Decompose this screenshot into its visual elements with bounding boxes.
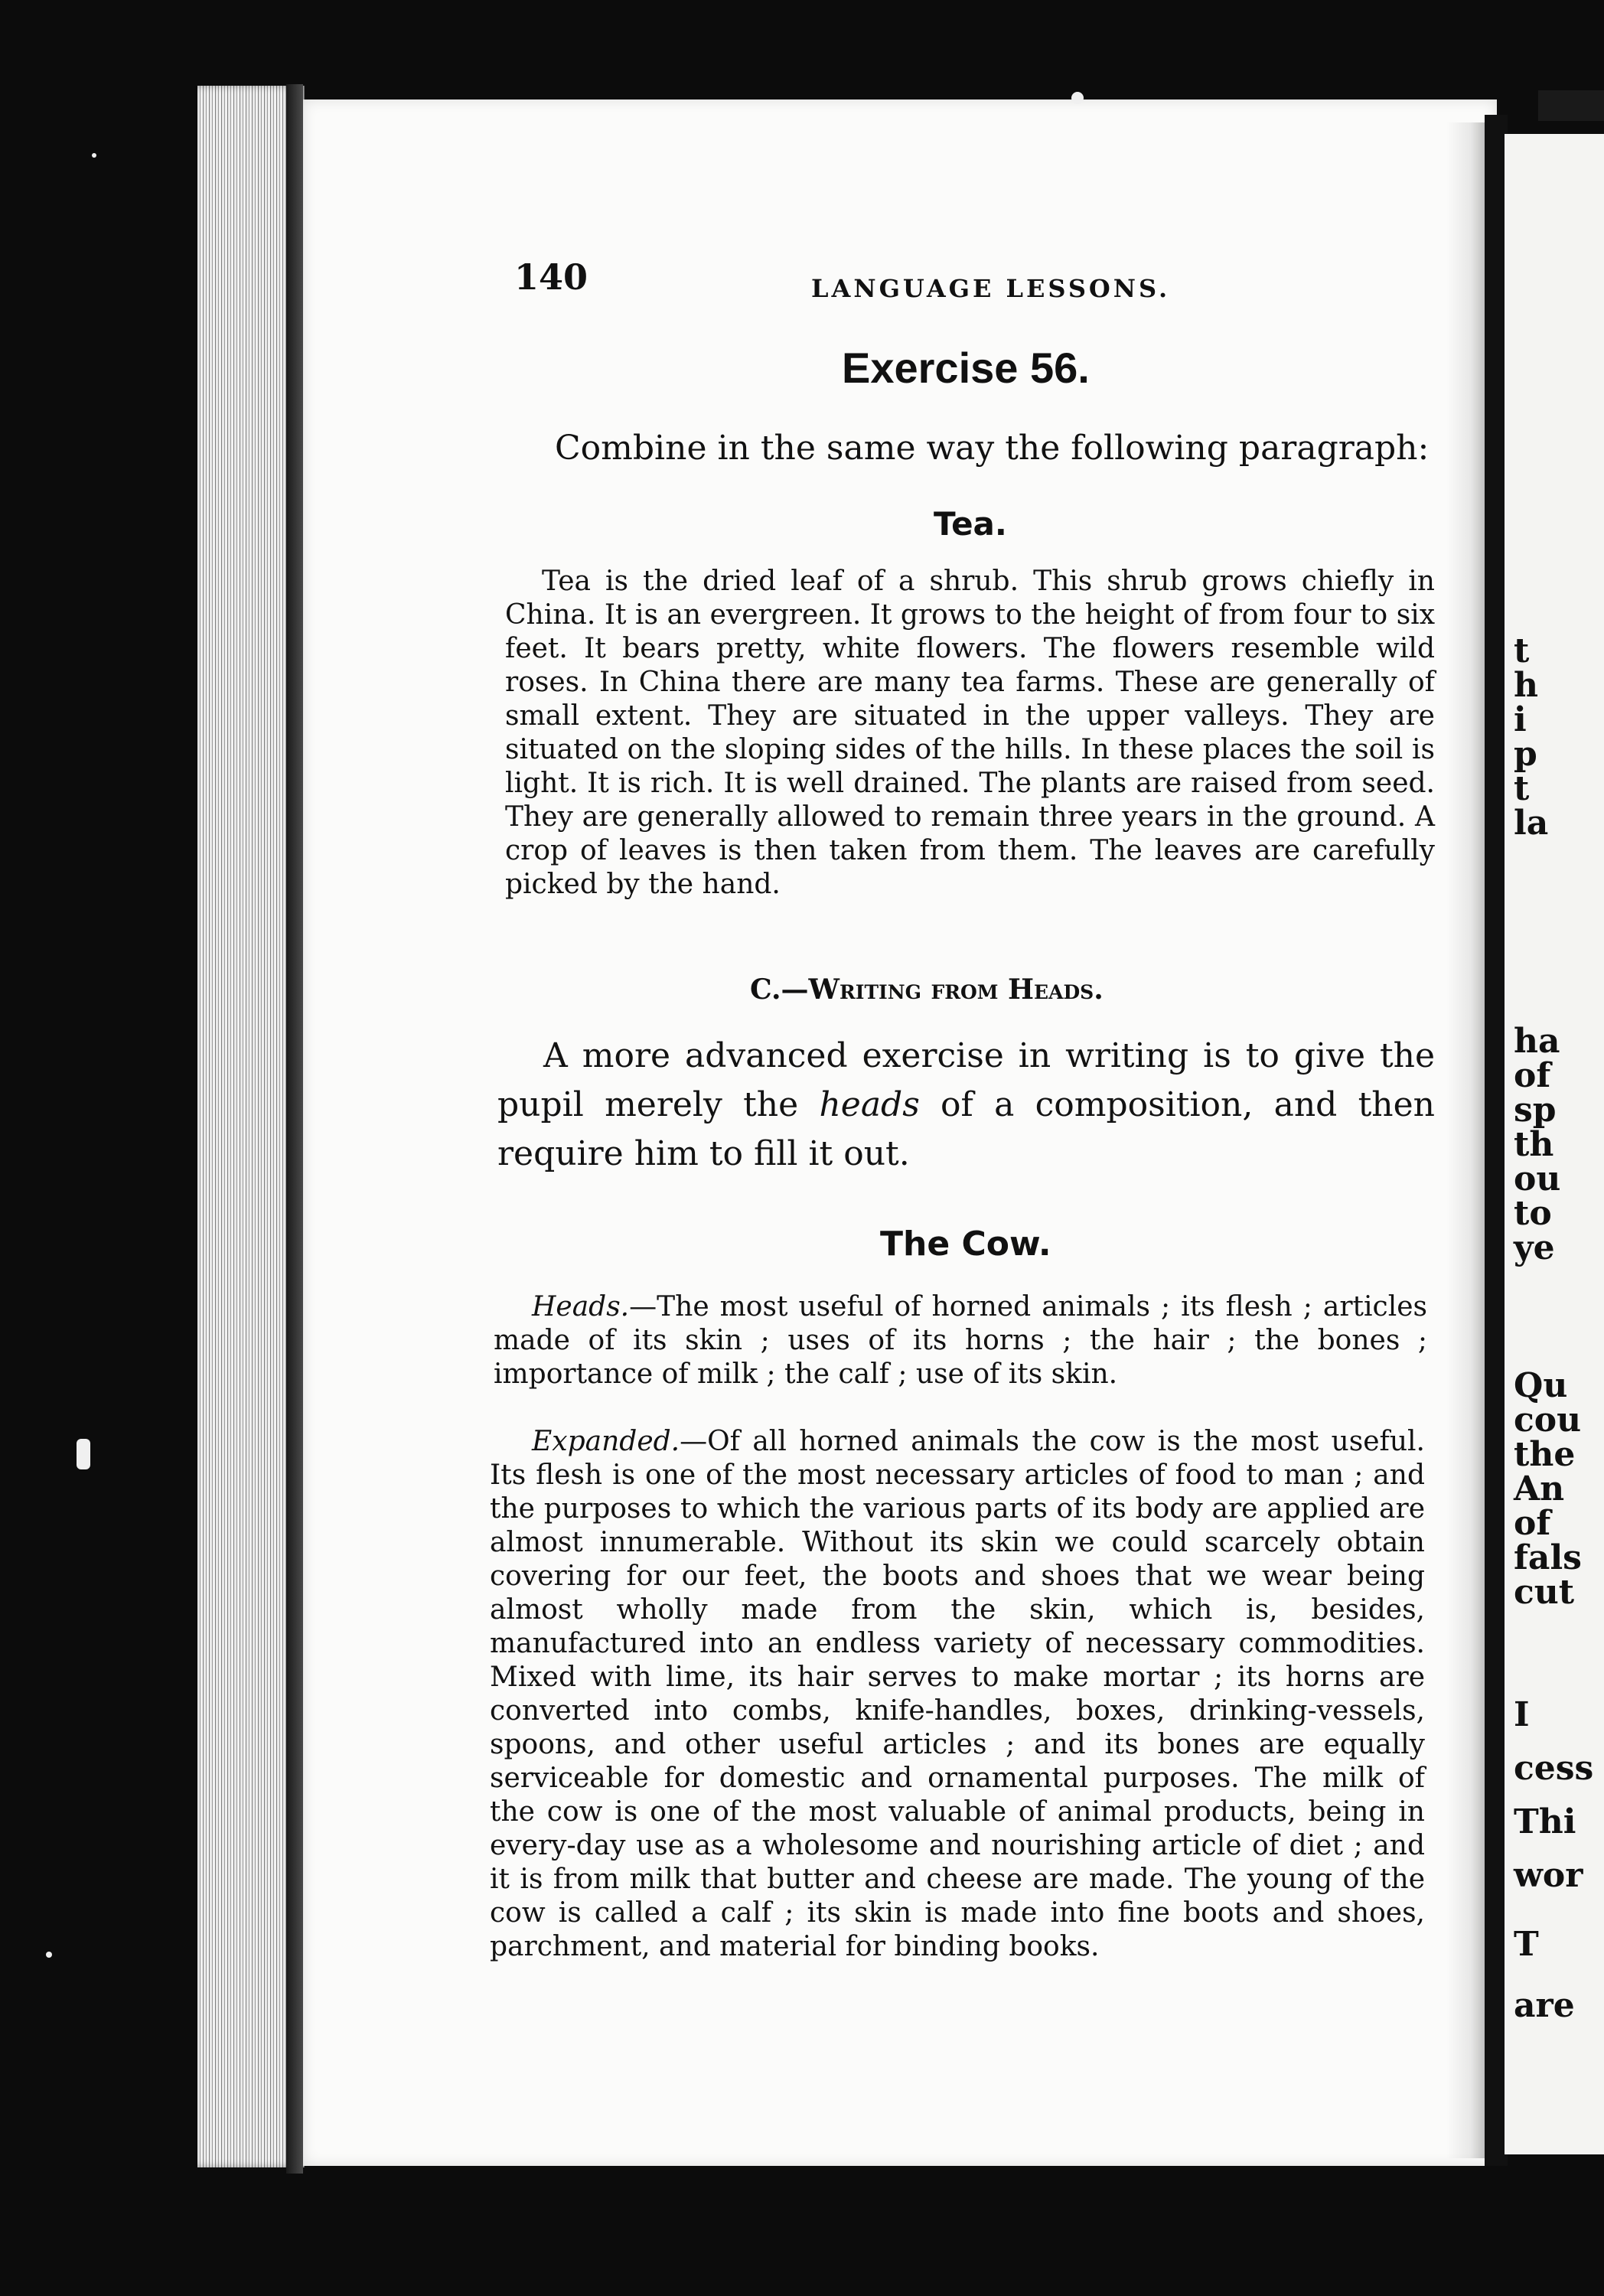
- heads-text: —The most useful of horned animals ; its flesh ; articles made of its skin ; uses of its horns ; the hair ; the bones ; importance of milk ; the calf ; use of its skin.: [494, 1291, 1427, 1390]
- facing-fragment: are: [1514, 1986, 1575, 2025]
- facing-fragment: of: [1514, 1504, 1551, 1543]
- facing-page-header-fragment: [1538, 90, 1604, 121]
- facing-fragment: ye: [1514, 1228, 1555, 1267]
- facing-fragment: Qu: [1514, 1366, 1568, 1405]
- facing-fragment: ha: [1514, 1022, 1560, 1061]
- section-heading: C.—Writing from Heads.: [750, 974, 1104, 1006]
- exercise-title: Exercise 56.: [842, 344, 1090, 392]
- tea-paragraph: Tea is the dried leaf of a shrub. This shrub grows chiefly in China. It is an evergreen. It grows to the height of from four to six feet. It bears pretty, white flowers. The flowers resemble wild roses. In China there are many tea farms. These are generally of small extent. They are situated in the upper valleys. They are situated on the sloping sides of the hills. In these places the soil is light. It is rich. It is well drained. The plants are raised from seed. They are generally allowed to remain three years in the ground. A crop of leaves is then taken from them. The leaves are carefully picked by the hand.: [505, 566, 1435, 900]
- expanded-text: —Of all horned animals the cow is the most useful. Its flesh is one of the most necessary articles of food to man ; and the purposes to which the various parts of its body are applied are almost innumerable. Without its skin we could scarcely obtain covering for our feet, the boots and shoes that we wear being almost wholly made from the skin, which is, besides, manufactured into an endless variety of necessary commodities. Mixed with lime, its hair serves to make mortar ; its horns are converted into combs, knife-handles, boxes, drinking-vessels, spoons, and other useful articles ; and its bones are equally serviceable for domestic and ornamental purposes. The milk of the cow is one of the most valuable of animal products, being in every-day use as a wholesome and nourishing article of diet ; and it is from milk that butter and cheese are made. The young of the cow is called a calf ; its skin is made into fine boots and shoes, parchment, and material for binding books.: [490, 1426, 1425, 1962]
- facing-fragment: i: [1514, 700, 1527, 739]
- facing-fragment: wor: [1514, 1856, 1583, 1895]
- paragraph-text: A more advanced exercise in writing is to give the pupil merely the: [497, 1036, 1435, 1124]
- facing-fragment: t: [1514, 631, 1530, 670]
- facing-fragment: ou: [1514, 1159, 1561, 1199]
- paragraph-text: of a composition, and then require him to fill it out.: [497, 1085, 1435, 1173]
- facing-fragment: to: [1514, 1194, 1552, 1233]
- scan-speck: [46, 1952, 52, 1958]
- facing-fragment: cess: [1514, 1749, 1594, 1788]
- facing-fragment: T: [1514, 1925, 1539, 1964]
- facing-fragment: la: [1514, 804, 1549, 843]
- running-head: LANGUAGE LESSONS.: [811, 274, 1171, 303]
- facing-fragment: the: [1514, 1435, 1576, 1474]
- facing-fragment: of: [1514, 1056, 1551, 1095]
- facing-page-strip: [1505, 134, 1604, 2154]
- facing-fragment: I: [1514, 1695, 1530, 1734]
- facing-fragment: Thi: [1514, 1802, 1576, 1841]
- emphasized-word: heads: [819, 1085, 920, 1124]
- advanced-exercise-paragraph: [497, 1032, 1435, 1179]
- facing-fragment: An: [1514, 1469, 1565, 1508]
- left-gutter-shadow: [286, 84, 303, 2174]
- facing-fragment: p: [1514, 735, 1537, 774]
- expanded-paragraph: [490, 1425, 1425, 1964]
- exercise-instruction: Combine in the same way the following paragraph:: [555, 429, 1430, 468]
- facing-fragment: t: [1514, 769, 1530, 808]
- scan-speck: [1071, 92, 1084, 104]
- facing-fragment: sp: [1514, 1091, 1557, 1130]
- cow-heading: The Cow.: [880, 1225, 1051, 1264]
- facing-fragment: fals: [1514, 1538, 1582, 1577]
- facing-fragment: th: [1514, 1125, 1554, 1164]
- scan-speck: [92, 153, 96, 158]
- facing-fragment: cut: [1514, 1573, 1575, 1612]
- expanded-label: Expanded.: [532, 1426, 680, 1457]
- facing-fragment: h: [1514, 666, 1538, 705]
- scan-speck: [77, 1439, 90, 1469]
- facing-fragment: cou: [1514, 1401, 1582, 1440]
- tea-heading: Tea.: [934, 505, 1007, 543]
- heads-paragraph: [494, 1290, 1427, 1391]
- page-number: 140: [514, 256, 588, 298]
- heads-label: Heads.: [532, 1291, 630, 1322]
